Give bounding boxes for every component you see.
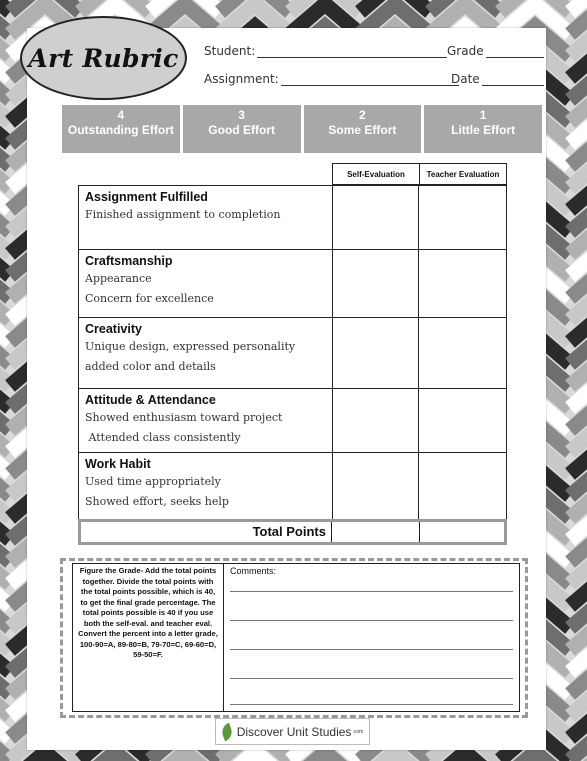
effort-scale	[62, 105, 542, 153]
self-evaluation-label: Self-Evaluation	[347, 169, 405, 179]
teacher-score-cell[interactable]	[419, 186, 507, 250]
criterion-cell	[79, 389, 333, 453]
teacher-score-cell[interactable]	[419, 389, 507, 453]
criterion-cell	[79, 318, 333, 389]
brand-logo	[215, 718, 370, 745]
criterion-row	[79, 453, 507, 520]
criterion-title: Assignment Fulfilled	[85, 190, 208, 204]
scale-points: 3	[238, 108, 245, 122]
teacher-total-cell[interactable]	[420, 522, 504, 542]
criterion-row	[79, 250, 507, 318]
comment-line	[230, 620, 513, 621]
criterion-line: Attended class consistently	[85, 431, 241, 444]
brand-suffix: .com	[352, 728, 364, 735]
leaf-icon	[219, 722, 234, 740]
self-total-cell[interactable]	[332, 522, 420, 542]
comment-line	[230, 649, 513, 650]
figure-grade-heading: Figure the Grade-	[79, 566, 144, 575]
criterion-line: Showed effort, seeks help	[85, 495, 229, 508]
criterion-title: Creativity	[85, 322, 142, 336]
date-label: Date	[451, 72, 480, 86]
date-line[interactable]	[482, 73, 544, 86]
criterion-line: Appearance	[85, 272, 152, 285]
comment-line	[230, 591, 513, 592]
criterion-line: Unique design, expressed personality	[85, 340, 296, 353]
figure-grade-instructions	[73, 564, 224, 711]
scale-cell-2	[304, 105, 422, 153]
self-score-cell[interactable]	[332, 250, 419, 318]
figure-grade-text: Add the total points together. Divide the total points with the total points possible, which is 40, to get the final grade percentage. The total points possible is 40 if you use both the self-eval. and teacher eval. Convert the percent into a letter grade, 100-90=A, 89-80=B, 79-70=C, 69-60=D, 59-50=F.	[78, 566, 218, 659]
grade-label: Grade	[447, 44, 484, 58]
brand-name: Discover Unit Studies	[236, 724, 352, 739]
page-title: Art Rubric	[28, 43, 179, 73]
criterion-cell	[79, 186, 333, 250]
teacher-score-cell[interactable]	[419, 250, 507, 318]
self-score-cell[interactable]	[332, 389, 419, 453]
self-score-cell[interactable]	[332, 453, 419, 520]
assignment-line[interactable]	[281, 73, 459, 86]
self-score-cell[interactable]	[332, 186, 419, 250]
criterion-row	[79, 389, 507, 453]
criterion-row	[79, 186, 507, 250]
criterion-title: Craftsmanship	[85, 254, 173, 268]
self-score-cell[interactable]	[332, 318, 419, 389]
chevron-stripe	[570, 0, 587, 12]
criterion-line: Showed enthusiasm toward project	[85, 411, 283, 424]
criterion-line: added color and details	[85, 360, 216, 373]
criterion-line: Concern for excellence	[85, 292, 214, 305]
grade-info-panel	[72, 563, 520, 712]
comment-line	[230, 704, 513, 705]
assignment-label: Assignment:	[204, 72, 279, 86]
criterion-cell	[79, 453, 333, 520]
grade-field[interactable]	[447, 44, 544, 58]
date-field[interactable]	[451, 72, 544, 86]
total-points-row	[78, 519, 507, 545]
scale-label: Little Effort	[451, 123, 516, 137]
criterion-title: Work Habit	[85, 457, 151, 471]
grade-line[interactable]	[486, 45, 544, 58]
teacher-score-cell[interactable]	[419, 453, 507, 520]
student-field[interactable]	[204, 44, 447, 58]
comment-line	[230, 678, 513, 679]
self-evaluation-header	[332, 163, 420, 185]
criterion-line: Used time appropriately	[85, 475, 221, 488]
scale-points: 2	[359, 108, 366, 122]
teacher-score-cell[interactable]	[419, 318, 507, 389]
assignment-field[interactable]	[204, 72, 459, 86]
rubric-table	[78, 185, 507, 520]
criterion-row	[79, 318, 507, 389]
scale-points: 4	[117, 108, 125, 122]
scale-cell-3	[183, 105, 301, 153]
scale-label: Good Effort	[208, 123, 275, 137]
scale-points: 1	[479, 108, 487, 122]
student-line[interactable]	[257, 45, 447, 58]
total-points-label: Total Points	[81, 522, 332, 542]
criterion-title: Attitude & Attendance	[85, 393, 216, 407]
comments-label: Comments:	[230, 566, 277, 576]
scale-cell-4	[62, 105, 180, 153]
criterion-cell	[79, 250, 333, 318]
scale-label: Some Effort	[328, 123, 397, 137]
criterion-line: Finished assignment to completion	[85, 208, 281, 221]
scale-label: Outstanding Effort	[67, 123, 174, 137]
scale-cell-1	[424, 105, 542, 153]
student-label: Student:	[204, 44, 256, 58]
teacher-evaluation-label: Teacher Evaluation	[426, 169, 500, 179]
title-badge	[20, 16, 187, 100]
teacher-evaluation-header	[419, 163, 507, 185]
comments-box[interactable]	[224, 564, 519, 711]
